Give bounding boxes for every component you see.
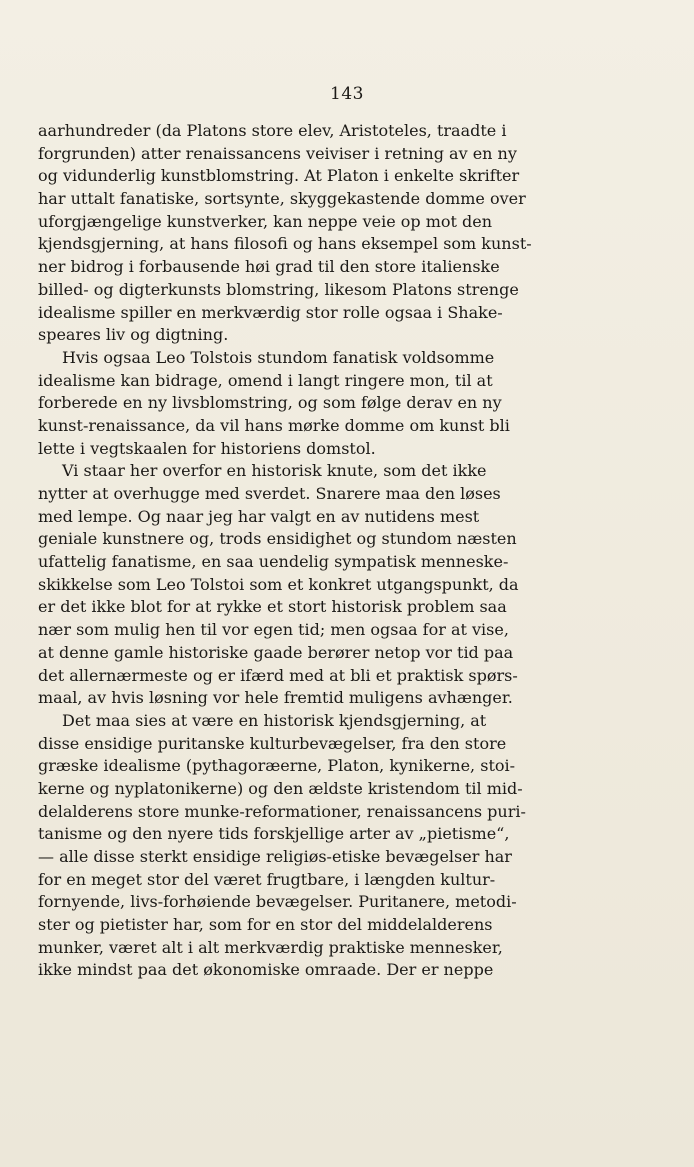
text-line: geniale kunstnere og, trods ensidighet og stundom næsten xyxy=(38,529,517,549)
text-line: billed- og digterkunsts blomstring, likesom Platons strenge xyxy=(38,279,519,299)
text-line: forgrunden) atter renaissancens veiviser i retning av en ny xyxy=(38,143,517,163)
text-line: ikke mindst paa det økonomiske omraade. Der er neppe xyxy=(38,960,494,980)
text-line: Hvis ogsaa Leo Tolstois stundom fanatisk voldsomme xyxy=(62,347,495,367)
text-line: det allernærmeste og er ifærd med at bli et praktisk spørs- xyxy=(38,665,518,685)
text-line: munker, været alt i alt merkværdig praktiske mennesker, xyxy=(38,937,503,957)
text-line: og vidunderlig kunstblomstring. At Platon i enkelte skrifter xyxy=(38,166,520,186)
page-number: 143 xyxy=(330,84,364,104)
text-line: er det ikke blot for at rykke et stort historisk problem saa xyxy=(38,597,507,617)
text-line: maal, av hvis løsning vor hele fremtid muligens avhænger. xyxy=(38,688,513,708)
text-line: forberede en ny livsblomstring, og som følge derav en ny xyxy=(38,393,502,413)
text-line: idealisme spiller en merkværdig stor rolle ogsaa i Shake- xyxy=(38,302,503,322)
text-line: kerne og nyplatonikerne) og den ældste kristendom til mid- xyxy=(38,778,523,798)
text-line: ufattelig fanatisme, en saa uendelig sympatisk menneske- xyxy=(38,552,509,572)
text-line: at denne gamle historiske gaade berører netop vor tid paa xyxy=(38,642,514,662)
text-line: for en meget stor del været frugtbare, i længden kultur- xyxy=(38,869,496,889)
body-text xyxy=(38,120,564,982)
text-line: ner bidrog i forbausende høi grad til den store italienske xyxy=(38,257,500,277)
text-line: med lempe. Og naar jeg har valgt en av nutidens mest xyxy=(38,506,480,526)
text-line: delalderens store munke-reformationer, renaissancens puri- xyxy=(38,801,526,821)
text-line: Vi staar her overfor en historisk knute, som det ikke xyxy=(62,461,487,481)
text-line: nytter at overhugge med sverdet. Snarere maa den løses xyxy=(38,484,501,503)
text-line: aarhundreder (da Platons store elev, Aristoteles, traadte i xyxy=(38,121,507,140)
text-line: lette i vegtskaalen for historiens domstol. xyxy=(38,438,376,458)
text-line: tanisme og den nyere tids forskjellige arter av „pietisme“, xyxy=(38,824,510,844)
text-line: skikkelse som Leo Tolstoi som et konkret utgangspunkt, da xyxy=(38,574,519,594)
text-line: uforgjængelige kunstverker, kan neppe veie op mot den xyxy=(38,211,493,231)
text-line: fornyende, livs-forhøiende bevægelser. Puritanere, metodi- xyxy=(38,892,517,912)
text-line: disse ensidige puritanske kulturbevægelser, fra den store xyxy=(38,733,507,753)
text-line: idealisme kan bidrage, omend i langt ringere mon, til at xyxy=(38,370,493,390)
text-line: Det maa sies at være en historisk kjendsgjerning, at xyxy=(62,710,487,730)
text-line: har uttalt fanatiske, sortsynte, skyggekastende domme over xyxy=(38,189,526,209)
text-line: ster og pietister har, som for en stor del middelalderens xyxy=(38,915,493,935)
text-line: — alle disse sterkt ensidige religiøs-etiske bevægelser har xyxy=(38,847,512,866)
text-line: speares liv og digtning. xyxy=(38,325,229,345)
text-line: kunst-renaissance, da vil hans mørke domme om kunst bli xyxy=(38,415,510,435)
text-line: kjendsgjerning, at hans filosofi og hans eksempel som kunst- xyxy=(38,234,532,254)
text-line: nær som mulig hen til vor egen tid; men ogsaa for at vise, xyxy=(38,620,509,640)
text-line: græske idealisme (pythagoræerne, Platon, kynikerne, stoi- xyxy=(38,756,516,776)
